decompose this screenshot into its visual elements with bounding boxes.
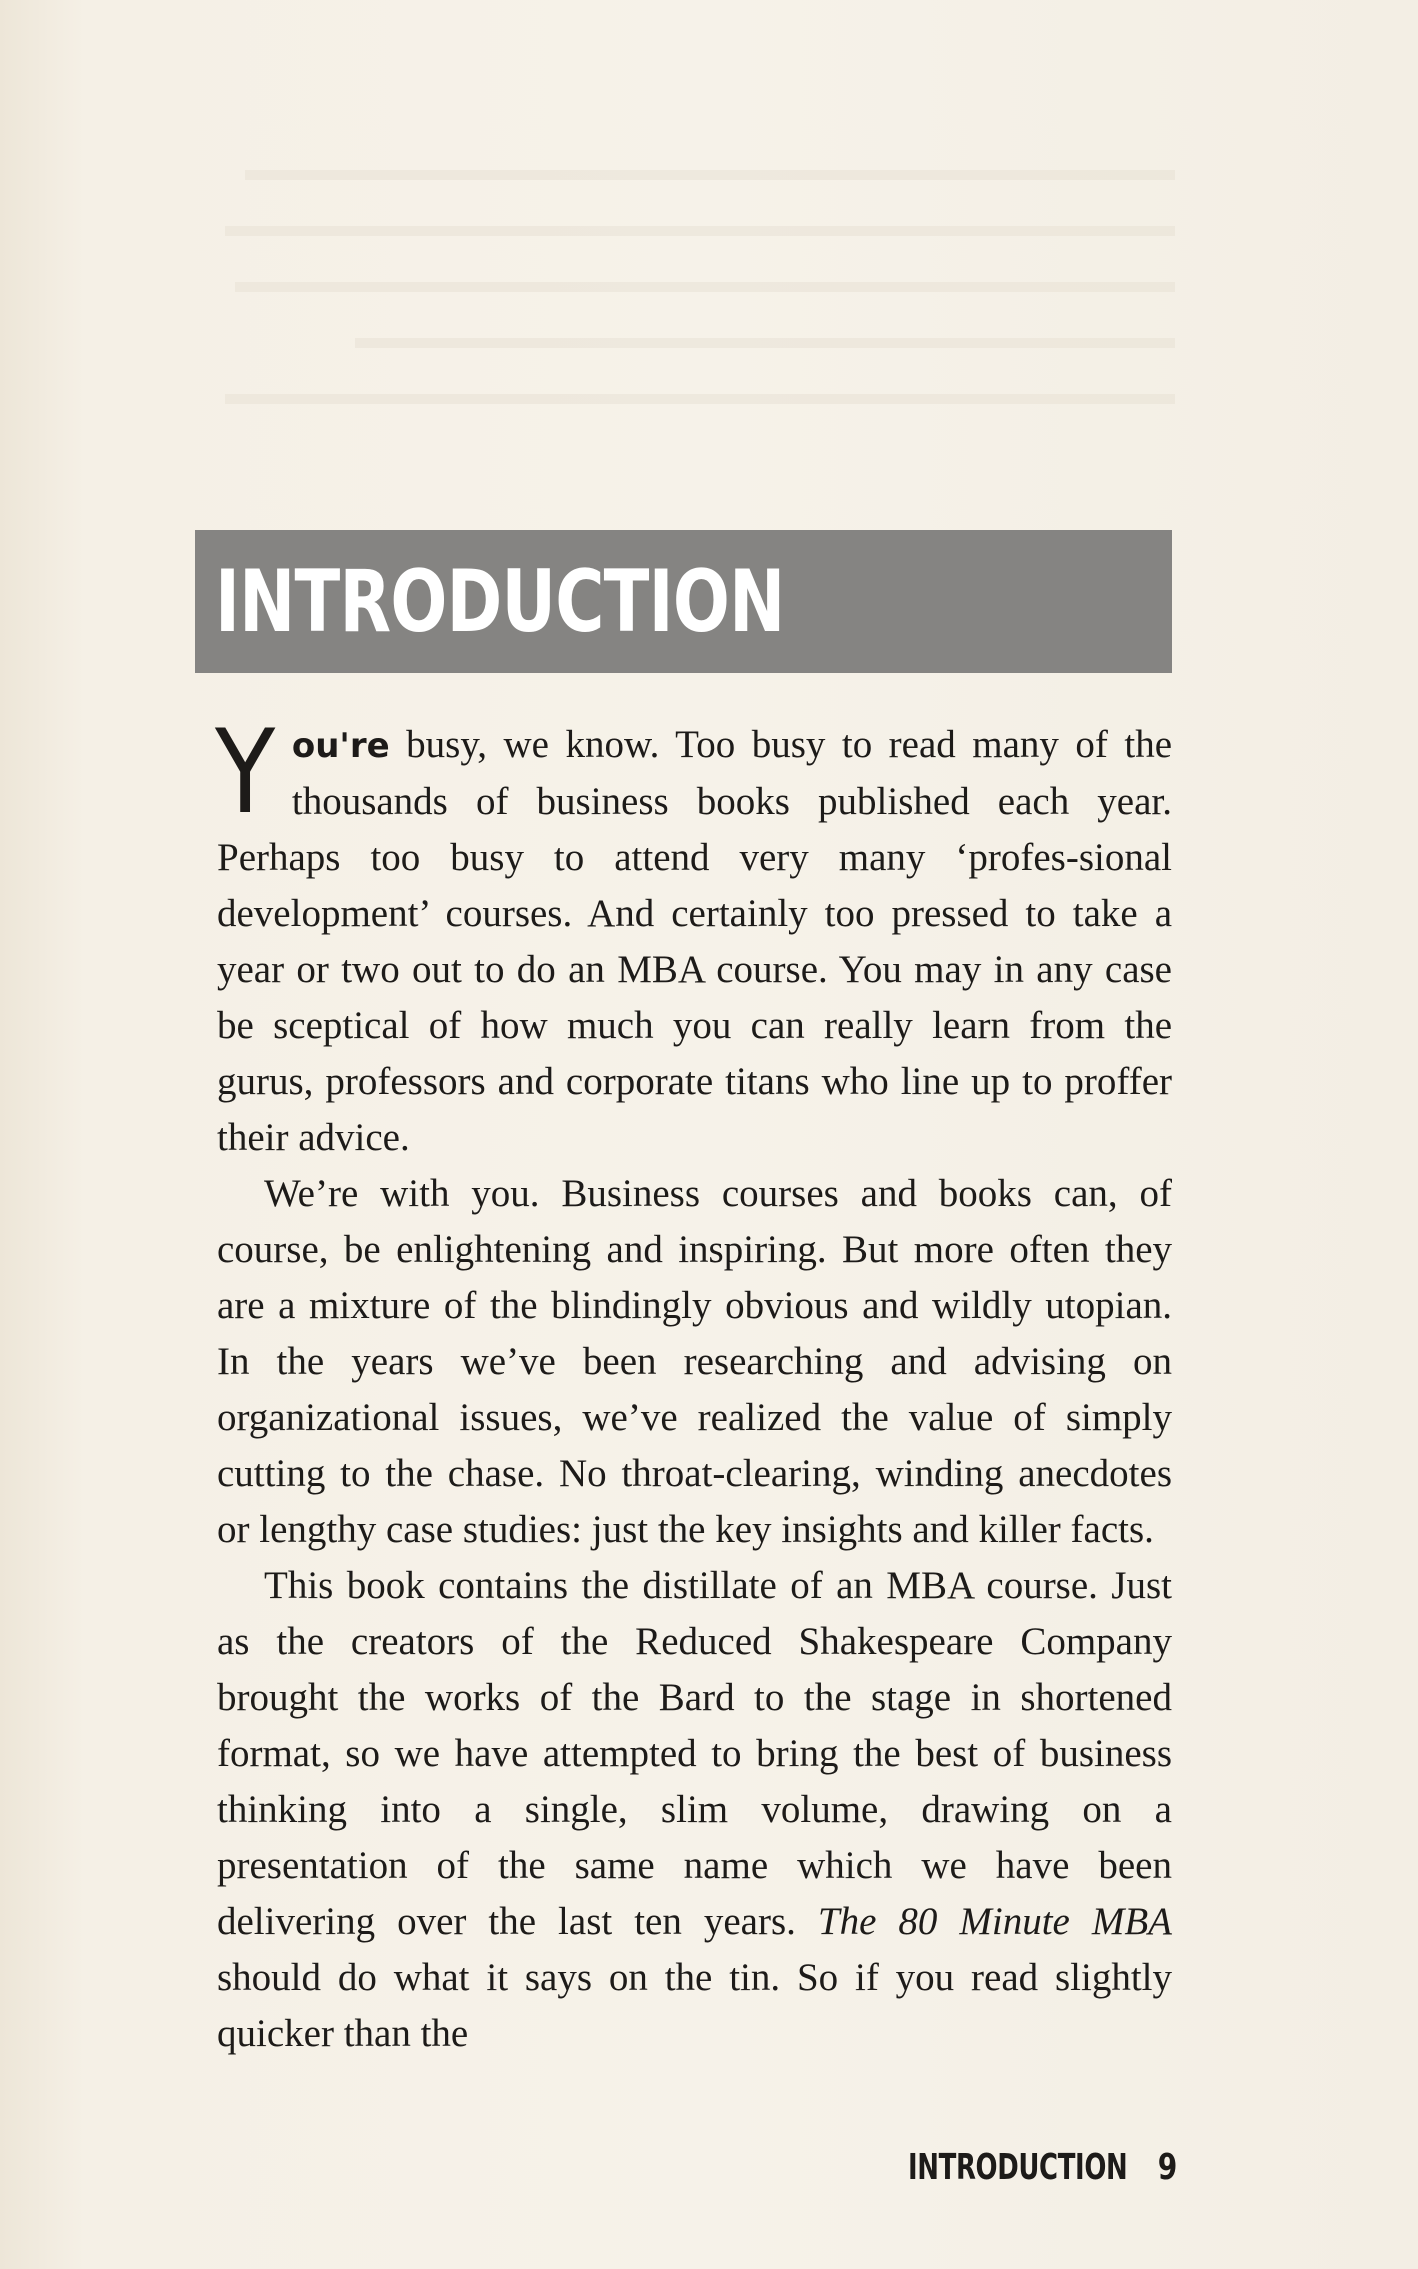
paragraph-1 [215, 705, 1172, 1166]
bleed-through-lines [225, 150, 1175, 450]
paragraph-3-text-after: should do what it says on the tin. So if you read slightly quicker than the [217, 1956, 1172, 2055]
chapter-title: INTRODUCTION [215, 552, 785, 652]
page-number: 9 [1157, 2147, 1178, 2188]
book-title: The 80 Minute MBA [817, 1900, 1172, 1943]
drop-cap: Y [215, 705, 276, 840]
lead-in-text: ou're [291, 726, 390, 766]
body-text [215, 705, 1172, 2062]
bleed-through-texture [225, 150, 1175, 466]
running-head: INTRODUCTION [908, 2147, 1128, 2188]
paragraph-3-text-before: This book contains the distillate of an MBA course. Just as the creators of the Reduced Shakespeare Company brought the works of the Bard to the stage in shortened format, so we have attempted to bring the best of business thinking into a single, slim volume, drawing on a presentation of the same name which we have been delivering over the last ten years. [217, 1564, 1172, 1943]
chapter-banner [195, 530, 1172, 673]
paragraph-2-text: We’re with you. Business courses and books can, of course, be enlightening and inspiring. But more often they are a mixture of the blindingly obvious and wildly utopian. In the years we’ve been researching and advising on organizational issues, we’ve realized the value of simply cutting to the chase. No throat-clearing, winding anecdotes or lengthy case studies: just the key insights and killer facts. [217, 1172, 1172, 1551]
paragraph-2 [217, 1166, 1172, 1558]
paragraph-3 [217, 1558, 1172, 2062]
paragraph-1-text: busy, we know. Too busy to read many of the thousands of business books published each year. Perhaps too busy to attend very many ‘profes-sional development’ courses. And certainly too pressed to take a year or two out to do an MBA course. You may in any case be sceptical of how much you can really learn from the gurus, professors and corporate titans who line up to proffer their advice. [217, 723, 1172, 1159]
